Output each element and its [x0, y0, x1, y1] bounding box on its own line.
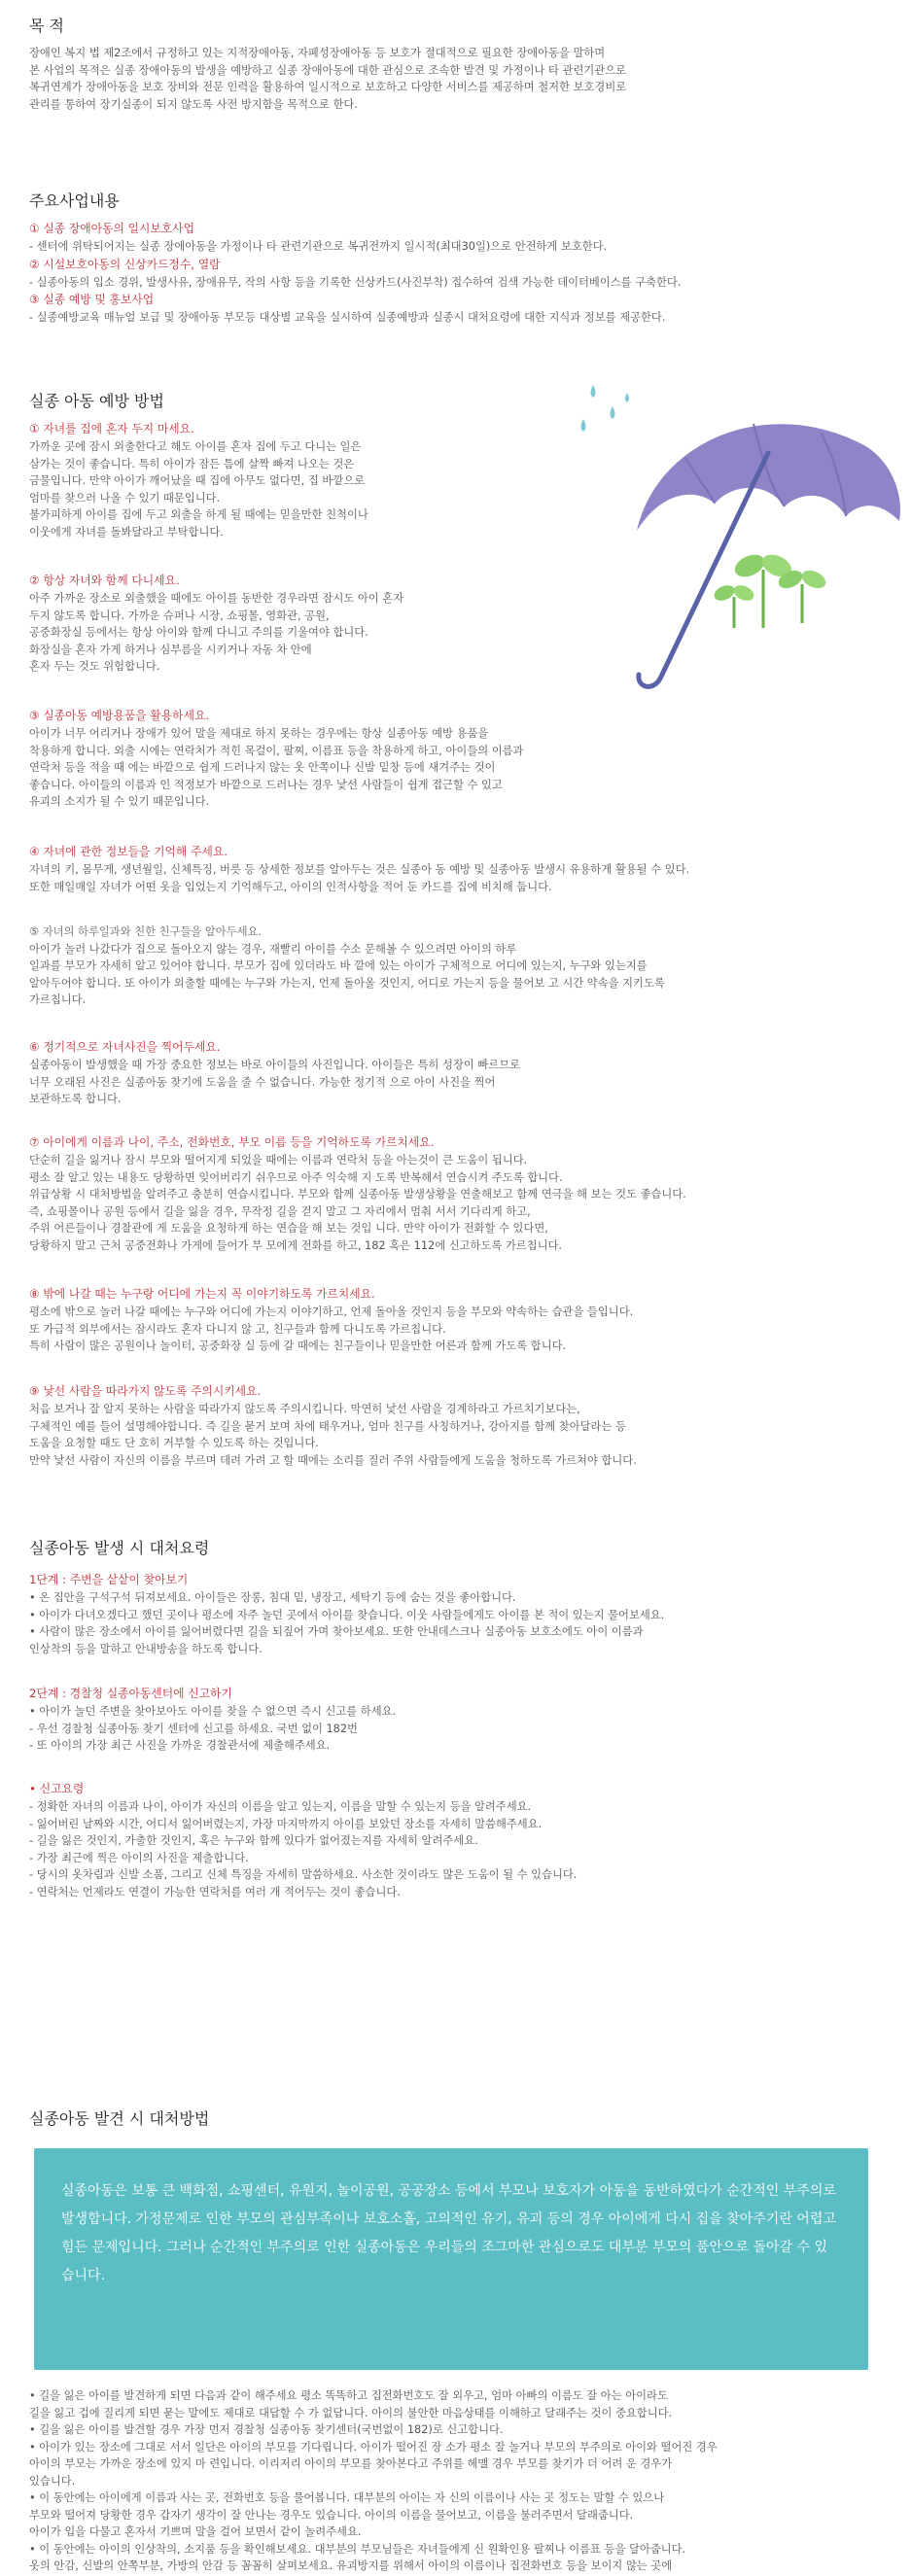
prevention-item — [29, 707, 523, 811]
text-line: - 또 아이의 가장 최근 사진을 가까운 경찰관서에 제출해주세요. — [29, 1739, 331, 1752]
text-line: 평소에 밖으로 놀러 나갈 때에는 누구와 어디에 가는지 이야기하고, 언제 돌아올 것인지 등을 부모와 약속하는 습관을 들입니다. — [29, 1305, 634, 1318]
text-line: 인상착의 등을 말하고 안내방송을 하도록 합니다. — [29, 1642, 263, 1655]
text-line: 일과를 부모가 자세히 알고 있어야 합니다. 부모가 집에 있더라도 바 깥에 있는 아이가 구체적으로 어디에 있는지, 누구와 있는지를 — [29, 959, 648, 972]
text-line: 두지 않도록 합니다. 가까운 슈퍼나 시장, 쇼핑몰, 영화관, 공원, — [29, 609, 330, 622]
prevention-heading: ② 항상 자녀와 함께 다니세요. — [29, 574, 180, 587]
prevention-heading: ③ 실종아동 예방용품을 활용하세요. — [29, 709, 210, 722]
text-line: 착용하게 합니다. 외출 시에는 연락처가 적힌 목걸이, 팔찌, 이름표 등을 착용하게 하고, 아이들의 이름과 — [29, 744, 524, 757]
discovery-info-text: 실종아동은 보통 큰 백화점, 쇼핑센터, 유원지, 놀이공원, 공공장소 등에서 부모나 보호자가 아동을 동반하였다가 순간적인 부주의로 발생합니다. 가정문제로 인한 부모의 관심부족이나 보호소홀, 고의적인 유기, 유괴 등의 경우 아이에게 다시 집을 찾아주기란 어렵고 힘든 문제입니다. 그러나 순간적인 부주의로 인한 실종아동은 우리들의 조그마한 관심으로도 대부분 부모의 품안으로 돌아갈 수 있습니다. — [61, 2183, 836, 2283]
text-line: - 잃어버린 날짜와 시간, 어디서 잃어버렸는지, 가장 마지막까지 아이를 보았던 장소를 자세히 말씀해주세요. — [29, 1817, 543, 1830]
project-desc: - 실종아동의 입소 경위, 발생사유, 장애유무, 작의 사항 등을 기록한 신상카드(사진부착) 접수하여 검색 가능한 데이터베이스를 구축한다. — [29, 275, 682, 289]
prevention-heading: ⑥ 정기적으로 자녀사진을 찍어두세요. — [29, 1040, 221, 1054]
prevention-item — [29, 572, 403, 676]
text-line: 주위 어른들이나 경찰관에 게 도움을 요청하게 하는 연습을 해 보는 것입 니다. 만약 아이가 전화할 수 있다면, — [29, 1222, 548, 1235]
text-line: 금물입니다. 만약 아이가 깨어났을 때 집에 아무도 없다면, 집 바깥으로 — [29, 474, 366, 487]
text-line: 아이가 놀러 나갔다가 집으로 돌아오지 않는 경우, 재빨리 아이를 수소 문해볼 수 있으려면 아이의 하루 — [29, 942, 517, 956]
response-step-text — [29, 1703, 396, 1755]
main-projects-title: 주요사업내용 — [29, 191, 120, 210]
text-line: 유괴의 소지가 될 수 있기 때문입니다. — [29, 795, 210, 808]
text-line: 평소 잘 알고 있는 내용도 당황하면 잊어버리기 쉬우므로 아주 익숙해 지 도록 반복해서 연습시켜 주도록 합니다. — [29, 1170, 563, 1184]
prevention-heading: ⑧ 밖에 나갈 때는 누구랑 어디에 가는지 꼭 이야기하도록 가르치세요. — [29, 1287, 375, 1301]
text-line: 길을 잃고 겁에 질리게 되면 묻는 말에도 제대로 대답할 수 가 없답니다. 아이의 불안한 마음상태를 이해하고 달래주는 것이 중요합니다. — [29, 2406, 673, 2419]
prevention-item — [29, 420, 368, 540]
prevention-text — [29, 725, 523, 811]
discovery-title: 실종아동 발견 시 대처방법 — [29, 2109, 210, 2128]
text-line: 삼가는 것이 좋습니다. 특히 아이가 잠든 틈에 살짝 빠져 나오는 것은 — [29, 457, 355, 470]
text-line: 좋습니다. 아이들의 이름과 인 적정보가 바깥으로 드러나는 경우 낯선 사람들이 쉽게 접근할 수 있고 — [29, 778, 503, 791]
prevention-heading: ① 자녀를 집에 혼자 두지 마세요. — [29, 422, 194, 435]
text-line: 불가피하게 아이를 집에 두고 외출을 하게 될 때에는 믿을만한 친척이나 — [29, 508, 368, 521]
text-line: 부모와 떨어져 당황한 경우 갑자기 생각이 잘 안나는 경우도 있습니다. 아이의 이름을 물어보고, 이름을 불러주면서 달래줍니다. — [29, 2508, 634, 2522]
text-line: 공중화장실 등에서는 항상 아이와 함께 다니고 주의를 기울여야 합니다. — [29, 626, 368, 639]
umbrella-illustration — [569, 385, 911, 696]
text-line: 또 가급적 외부에서는 잠시라도 혼자 다니지 않 고, 친구들과 함께 다니도록 가르칩니다. — [29, 1322, 446, 1336]
text-line: • 이 동안에는 아이의 인상착의, 소지품 등을 확인해보세요. 대부분의 부모님들은 자녀들에게 신 원확인용 팔찌나 이름표 등을 달아줍니다. — [29, 2542, 686, 2556]
umbrella-with-sprouts-icon — [569, 385, 911, 696]
project-heading: ③ 실종 예방 및 홍보사업 — [29, 293, 155, 306]
text-line: • 아이가 있는 장소에 그대로 서서 일단은 아이의 부모를 기다립니다. 아이가 떨어진 장 소가 평소 잘 놀거나 부모의 부주의로 아이와 떨어진 경우 — [29, 2440, 718, 2454]
response-step-text — [29, 1798, 577, 1900]
text-line: 연락처 등을 적을 때 에는 바깥으로 쉽게 드러나지 않는 옷 안쪽이나 신발 밑창 등에 새겨주는 것이 — [29, 761, 496, 774]
text-line: 처음 보거나 잘 알지 못하는 사람을 따라가지 않도록 주의시킵니다. 막연히 낯선 사람을 경계하라고 가르치기보다는, — [29, 1403, 580, 1415]
text-line: • 길을 잃은 아이를 발견할 경우 가장 먼저 경찰청 실종아동 찾기센터(국번없이 182)로 신고합니다. — [29, 2423, 504, 2436]
response-step — [29, 1780, 577, 1900]
text-line: - 당시의 옷차림과 신발 소품, 그리고 신체 특징을 자세히 말씀하세요. 사소한 것이라도 많은 도움이 될 수 있습니다. — [29, 1868, 578, 1881]
text-line: - 가장 최근에 찍은 아이의 사진을 제출합니다. — [29, 1851, 249, 1864]
text-line: 도움을 요청할 때도 단 호히 거부할 수 있도록 하는 것입니다. — [29, 1437, 319, 1449]
prevention-heading: ⑤ 자녀의 하루일과와 친한 친구들을 알아두세요. — [29, 925, 263, 938]
text-line: 아주 가까운 장소로 외출했을 때에도 아이를 동반한 경우라면 잠시도 아이 혼자 — [29, 592, 404, 605]
text-line: - 우선 경찰청 실종아동 찾기 센터에 신고를 하세요. 국번 없이 182번 — [29, 1722, 358, 1735]
text-line: 화장실을 혼자 가게 하거나 심부름을 시키거나 자동 차 안에 — [29, 643, 312, 656]
text-line: - 길을 잃은 것인지, 가출한 것인지, 혹은 누구와 함께 있다가 없어졌는지를 자세히 알려주세요. — [29, 1834, 478, 1847]
text-line: 가까운 곳에 잠시 외출한다고 해도 아이를 혼자 집에 두고 다니는 일은 — [29, 440, 362, 453]
text-line: 가르칩니다. — [29, 993, 87, 1006]
text-line: • 아이가 다녀오겠다고 했던 곳이나 평소에 자주 놀던 곳에서 아이를 찾습니다. 이웃 사람들에게도 아이를 본 적이 있는지 물어보세요. — [29, 1608, 665, 1621]
prevention-item — [29, 1133, 686, 1254]
text-line: • 온 집안을 구석구석 뒤져보세요. 아이들은 장롱, 침대 밑, 냉장고, 세탁기 등에 숨는 것을 좋아합니다. — [29, 1591, 516, 1604]
purpose-line: 장애인 복지 법 제2조에서 규정하고 있는 지적장애아동, 자폐성장애아동 등 보호가 절대적으로 필요한 장애아동을 말하며 — [29, 47, 606, 59]
response-step — [29, 1685, 396, 1755]
prevention-text — [29, 590, 403, 676]
text-line: 당황하지 말고 근처 공중전화나 가게에 들어가 부 모에게 전화를 하고, 182 혹은 112에 신고하도록 가르칩니다. — [29, 1238, 563, 1252]
text-line: 옷의 안감, 신발의 안쪽부분, 가방의 안감 등 꼼꼼히 살펴보세요. 유괴방지를 위해서 아이의 이름이나 집전화번호 등을 보이지 않는 곳에 — [29, 2559, 673, 2572]
text-line: - 정확한 자녀의 이름과 나이, 아이가 자신의 이름을 알고 있는지, 이름을 말할 수 있는지 등을 알려주세요. — [29, 1800, 532, 1813]
text-line: • 아이가 놀던 주변을 찾아보아도 아이를 찾을 수 없으면 즉시 신고를 하세요. — [29, 1705, 397, 1718]
text-line: 너무 오래된 사진은 실종아동 찾기에 도움을 줄 수 없습니다. 가능한 정기적 으로 아이 사진을 찍어 — [29, 1075, 496, 1089]
purpose-line: 관리를 통하여 장기실종이 되지 않도록 사전 방지함을 목적으로 한다. — [29, 97, 358, 111]
prevention-text — [29, 941, 665, 1009]
response-step-text — [29, 1589, 664, 1657]
prevention-text — [29, 1057, 520, 1108]
text-line: 알아두어야 합니다. 또 아이가 외출할 때에는 누구와 가는지, 언제 돌아올 것인지, 어디로 가는지 등을 물어보 고 시간 약속을 지키도록 — [29, 976, 665, 990]
project-desc: - 센터에 위탁되어지는 실종 장애아동을 가정이나 타 관련기관으로 복귀전까지 일시적(최대30일)으로 안전하게 보호한다. — [29, 240, 608, 253]
text-line: 구체적인 예를 들어 설명해야합니다. 즉 길을 묻거 보며 차에 태우거나, 엄마 친구를 사칭하거나, 강아지를 함께 찾아달라는 등 — [29, 1419, 626, 1433]
prevention-item — [29, 1038, 520, 1108]
prevention-text — [29, 861, 689, 895]
discovery-info-box — [34, 2148, 868, 2370]
text-line: 이웃에게 자녀를 돌봐달라고 부탁합니다. — [29, 525, 224, 539]
discovery-instructions — [29, 2387, 718, 2558]
prevention-item — [29, 843, 689, 895]
prevention-item — [29, 1382, 637, 1469]
response-step-heading: 2단계 : 경찰청 실종아동센터에 신고하기 — [29, 1687, 232, 1700]
text-line: 자녀의 키, 몸무게, 생년월일, 신체특징, 버릇 등 상세한 정보를 알아두는 것은 실종아 동 예방 및 실종아동 발생시 유용하게 활용될 수 있다. — [29, 863, 690, 876]
text-line: 혼자 두는 것도 위험합니다. — [29, 660, 160, 673]
text-line: 즉, 쇼핑몰이나 공원 등에서 길을 잃을 경우, 무작정 길을 걷지 말고 그 자리에서 멈춰 서서 기다리게 하고, — [29, 1204, 531, 1218]
text-line: 또한 매일매일 자녀가 어떤 옷을 입었는지 기억해두고, 아이의 인적사항을 적어 둔 카드를 집에 비치해 둡니다. — [29, 880, 552, 893]
text-line: 만약 낯선 사람이 자신의 이름을 부르며 데려 가려 고 할 때에는 소리를 질러 주위 사람들에게 도움을 청하도록 가르쳐야 합니다. — [29, 1453, 637, 1467]
text-line: 엄마를 찾으러 나올 수 있기 때문입니다. — [29, 491, 221, 505]
response-title: 실종아동 발생 시 대처요령 — [29, 1539, 210, 1557]
prevention-item — [29, 1285, 633, 1355]
text-line: 아이의 부모는 가까운 장소에 있지 마 련입니다. 이리저리 아이의 부모를 찾아본다고 주위를 헤맬 경우 부모를 찾기가 더 어려 운 경우가 — [29, 2457, 673, 2470]
response-step-heading: 1단계 : 주변을 샅샅이 찾아보기 — [29, 1573, 189, 1586]
text-line: • 사람이 많은 장소에서 아이를 잃어버렸다면 길을 되짚어 가며 찾아보세요. 또한 안내데스크나 실종아동 보호소에도 아이 이름과 — [29, 1625, 644, 1638]
text-line: 특히 사람이 많은 공원이나 놀이터, 공중화장 실 등에 갈 때에는 친구들이나 믿을만한 어른과 함께 가도록 합니다. — [29, 1340, 567, 1352]
prevention-text — [29, 1152, 686, 1254]
text-line: - 연락처는 언제라도 연결이 가능한 연락처를 여러 개 적어두는 것이 좋습니다. — [29, 1885, 401, 1898]
main-projects-list — [29, 220, 681, 327]
prevention-heading: ⑦ 아이에게 이름과 나이, 주소, 전화번호, 부모 이름 등을 기억하도록 가르치세요. — [29, 1135, 435, 1149]
prevention-heading: ⑨ 낯선 사람을 따라가지 않도록 주의시키세요. — [29, 1384, 262, 1398]
text-line: • 길을 잃은 아이를 발견하게 되면 다음과 같이 해주세요 평소 똑똑하고 집전화번호도 잘 외우고, 엄마 아빠의 이름도 잘 아는 아이라도 — [29, 2389, 668, 2402]
text-line: 보관하도록 합니다. — [29, 1093, 122, 1105]
project-desc: - 실종예방교육 매뉴얼 보급 및 장애아동 부모등 대상별 교육을 실시하여 실종예방과 실종시 대처요령에 대한 지식과 정보를 제공한다. — [29, 311, 666, 324]
discovery-instructions-tail — [29, 2558, 672, 2574]
purpose-body — [29, 45, 626, 113]
prevention-text — [29, 1401, 637, 1469]
text-line: 아이가 너무 어리거나 장애가 있어 말을 제대로 하지 못하는 경우에는 항상 실종아동 예방 용품을 — [29, 727, 489, 740]
purpose-line: 복귀연계가 장애아동을 보호 장비와 전문 인력을 활용하여 일시적으로 보호하고 다양한 서비스를 제공하며 철저한 보호경비로 — [29, 81, 627, 93]
text-line: 위급상황 시 대처방법을 알려주고 충분히 연습시킵니다. 부모와 함께 실종아동 발생상황을 연출해보고 함께 연극을 해 보는 것도 좋습니다. — [29, 1188, 686, 1201]
purpose-title: 목 적 — [29, 17, 64, 35]
prevention-text — [29, 1304, 633, 1355]
project-heading: ① 실종 장애아동의 일시보호사업 — [29, 222, 194, 235]
response-step-heading: • 신고요령 — [29, 1782, 85, 1795]
text-line: 실종아동이 발생했을 때 가장 중요한 정보는 바로 아이들의 사진입니다. 아이들은 특히 성장이 빠르므로 — [29, 1059, 521, 1071]
text-line: 아이가 입을 다물고 혼자서 기쁘며 말을 걸어 보면서 같이 놀려주세요. — [29, 2525, 362, 2538]
response-step — [29, 1571, 664, 1657]
text-line: 있습니다. — [29, 2474, 76, 2488]
project-heading: ② 시설보호아동의 신상카드정수, 열람 — [29, 257, 221, 271]
prevention-title: 실종 아동 예방 방법 — [29, 392, 164, 410]
purpose-line: 본 사업의 목적은 실종 장애아동의 발생을 예방하고 실종 장애아동에 대한 관심으로 조속한 발견 및 가정이나 타 관련기관으로 — [29, 63, 627, 77]
text-line: 단순히 길을 잃거나 잠시 부모와 떨어지게 되었을 때에는 이름과 연락처 등을 아는것이 큰 도움이 됩니다. — [29, 1154, 528, 1166]
text-line: • 이 동안에는 아이에게 이름과 사는 곳, 전화번호 등을 물어봅니다. 대부분의 아이는 자 신의 이름이나 사는 곳 정도는 말할 수 있으나 — [29, 2491, 665, 2504]
prevention-text — [29, 438, 368, 540]
prevention-item — [29, 923, 665, 1009]
prevention-heading: ④ 자녀에 관한 정보들을 기억해 주세요. — [29, 845, 228, 858]
